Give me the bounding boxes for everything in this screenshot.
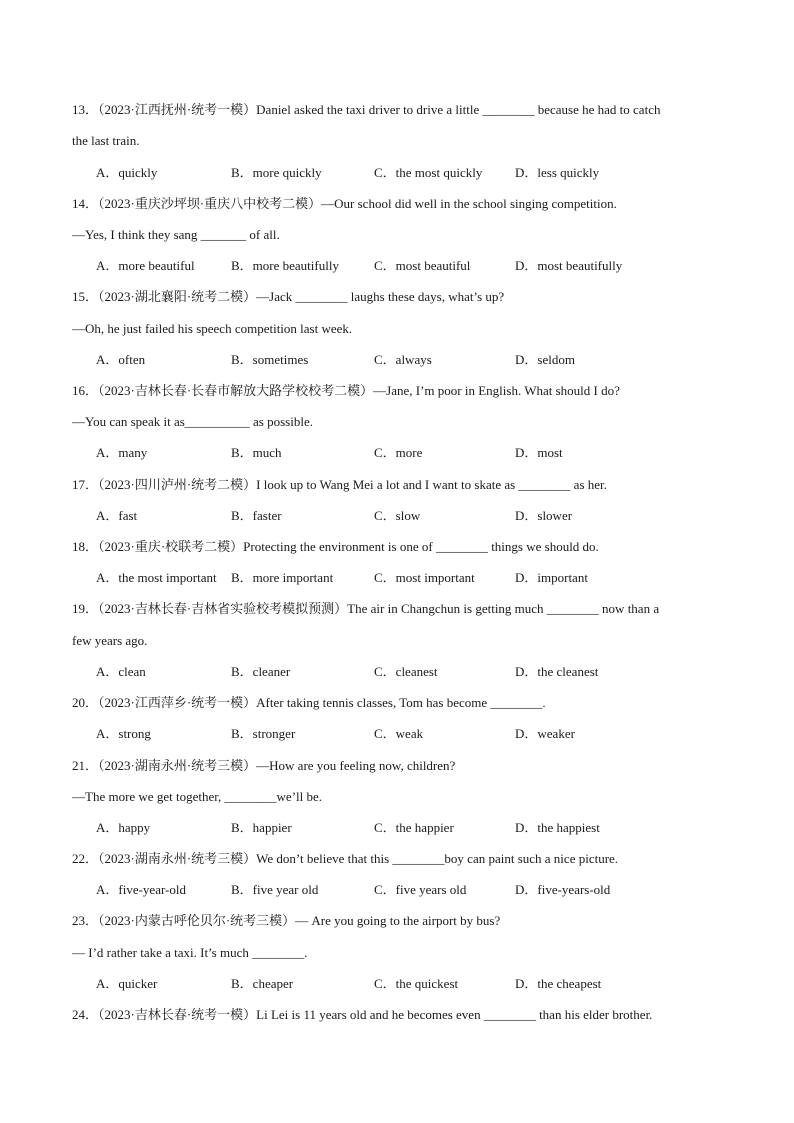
option-a[interactable]: A．quicker xyxy=(96,976,158,991)
option-d[interactable]: D．most beautifully xyxy=(515,258,623,273)
option-a[interactable]: A．many xyxy=(96,445,148,460)
question-19-line-2: few years ago. xyxy=(72,633,148,648)
question-16-line-2: —You can speak it as__________ as possible. xyxy=(72,414,313,429)
question-15-line-2: —Oh, he just failed his speech competition last week. xyxy=(72,321,353,336)
option-d[interactable]: D．important xyxy=(515,570,588,585)
option-d[interactable]: D．five-years-old xyxy=(515,882,611,897)
option-b[interactable]: B．much xyxy=(231,445,282,460)
question-18-options xyxy=(96,569,736,587)
option-d[interactable]: D．slower xyxy=(515,508,573,523)
question-21-line-2: —The more we get together, ________we’ll be. xyxy=(72,789,323,804)
option-b[interactable]: B．stronger xyxy=(231,726,296,741)
question-21-line-1: 21．（2023·湖南永州·统考三模）—How are you feeling now, children? xyxy=(72,758,456,773)
question-22-line-1: 22．（2023·湖南永州·统考三模）We don’t believe that this ________boy can paint such a nice picture. xyxy=(72,851,619,866)
question-24-line-1: 24．（2023·吉林长春·统考一模）Li Lei is 11 years old and he becomes even ________ than his elder brother. xyxy=(72,1007,653,1022)
option-a[interactable]: A．happy xyxy=(96,820,151,835)
question-20-line-1: 20．（2023·江西萍乡·统考一模）After taking tennis classes, Tom has become ________. xyxy=(72,695,546,710)
option-c[interactable]: C．slow xyxy=(374,508,421,523)
option-c[interactable]: C．the happier xyxy=(374,820,454,835)
option-b[interactable]: B．happier xyxy=(231,820,292,835)
option-b[interactable]: B．cheaper xyxy=(231,976,294,991)
question-15-line-1: 15．（2023·湖北襄阳·统考二模）—Jack ________ laughs these days, what’s up? xyxy=(72,289,505,304)
option-a[interactable]: A．five-year-old xyxy=(96,882,186,897)
question-23-options xyxy=(96,975,736,993)
option-a[interactable]: A．clean xyxy=(96,664,146,679)
option-c[interactable]: C．most important xyxy=(374,570,475,585)
option-c[interactable]: C．five years old xyxy=(374,882,467,897)
question-18-line-1: 18．（2023·重庆·校联考二模）Protecting the environment is one of ________ things we should do. xyxy=(72,539,599,554)
option-c[interactable]: C．more xyxy=(374,445,423,460)
option-c[interactable]: C．weak xyxy=(374,726,424,741)
option-c[interactable]: C．most beautiful xyxy=(374,258,471,273)
question-15-options xyxy=(96,351,736,369)
option-a[interactable]: A．the most important xyxy=(96,570,217,585)
option-a[interactable]: A．fast xyxy=(96,508,138,523)
question-14-options xyxy=(96,257,736,275)
option-c[interactable]: C．the quickest xyxy=(374,976,459,991)
option-b[interactable]: B．five year old xyxy=(231,882,319,897)
option-c[interactable]: C．always xyxy=(374,352,432,367)
option-b[interactable]: B．more quickly xyxy=(231,165,322,180)
question-14-line-2: —Yes, I think they sang _______ of all. xyxy=(72,227,280,242)
option-a[interactable]: A．strong xyxy=(96,726,151,741)
option-c[interactable]: C．the most quickly xyxy=(374,165,483,180)
option-c[interactable]: C．cleanest xyxy=(374,664,438,679)
option-b[interactable]: B．sometimes xyxy=(231,352,309,367)
question-21-options xyxy=(96,819,736,837)
option-d[interactable]: D．weaker xyxy=(515,726,575,741)
question-17-options xyxy=(96,507,736,525)
option-b[interactable]: B．more beautifully xyxy=(231,258,339,273)
option-a[interactable]: A．often xyxy=(96,352,146,367)
question-13-line-1: 13．（2023·江西抚州·统考一模）Daniel asked the taxi driver to drive a little ________ because he had to catch xyxy=(72,102,661,117)
option-b[interactable]: B．cleaner xyxy=(231,664,291,679)
question-16-options xyxy=(96,444,736,462)
question-14-line-1: 14．（2023·重庆沙坪坝·重庆八中校考二模）—Our school did well in the school singing competition. xyxy=(72,196,617,211)
option-a[interactable]: A．quickly xyxy=(96,165,158,180)
question-13-line-2: the last train. xyxy=(72,133,140,148)
question-19-options xyxy=(96,663,736,681)
option-d[interactable]: D．seldom xyxy=(515,352,575,367)
option-b[interactable]: B．more important xyxy=(231,570,334,585)
question-13-options xyxy=(96,164,736,182)
option-a[interactable]: A．more beautiful xyxy=(96,258,195,273)
question-17-line-1: 17．（2023·四川泸州·统考二模）I look up to Wang Mei a lot and I want to skate as ________ as her. xyxy=(72,477,607,492)
option-d[interactable]: D．the happiest xyxy=(515,820,600,835)
question-22-options xyxy=(96,881,736,899)
question-23-line-1: 23．（2023·内蒙古呼伦贝尔·统考三模）— Are you going to the airport by bus? xyxy=(72,913,501,928)
option-b[interactable]: B．faster xyxy=(231,508,282,523)
question-20-options xyxy=(96,725,736,743)
option-d[interactable]: D．the cheapest xyxy=(515,976,602,991)
option-d[interactable]: D．the cleanest xyxy=(515,664,599,679)
question-16-line-1: 16．（2023·吉林长春·长春市解放大路学校校考二模）—Jane, I’m poor in English. What should I do? xyxy=(72,383,620,398)
option-d[interactable]: D．less quickly xyxy=(515,165,600,180)
question-19-line-1: 19．（2023·吉林长春·吉林省实验校考模拟预测）The air in Changchun is getting much ________ now than a xyxy=(72,601,660,616)
question-23-line-2: — I’d rather take a taxi. It’s much ________. xyxy=(72,945,308,960)
option-d[interactable]: D．most xyxy=(515,445,563,460)
